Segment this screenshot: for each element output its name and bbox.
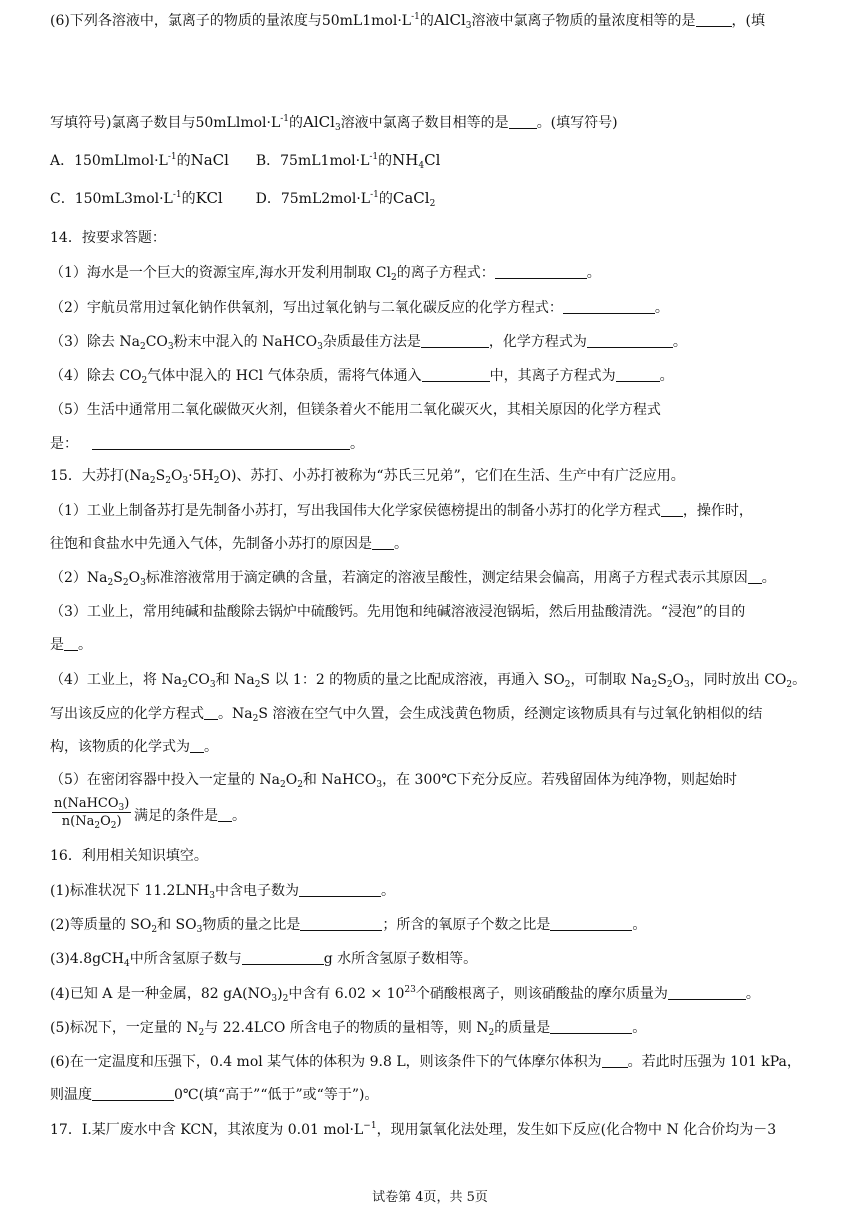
- q16-5: (5)标况下，一定量的 $N_2$与 22.4LCO 所含电子的物质的量相等，则 $N_2$的质量是 。: [50, 1020, 647, 1038]
- page-footer: 试卷第 4页，共 5页: [372, 1190, 488, 1205]
- answer-blank: [300, 916, 382, 931]
- answer-blank: [668, 985, 746, 1000]
- q15-5-line1: （5）在密闭容器中投入一定量的 $Na_2O_2$和 NaHCO$_3$，在 300℃下充分反应。若残留固体为纯净物，则起始时: [50, 772, 737, 790]
- q15-1-line2: 往饱和食盐水中先通入气体，先制备小苏打的原因是 。: [50, 536, 408, 552]
- answer-blank: [92, 1086, 174, 1101]
- q13-6-options-cd: [50, 188, 830, 209]
- option-b: B．$75mL1mol\cdot L^{-1}$的$NH_4Cl$: [255, 151, 441, 171]
- q13-6-options-ab: [50, 150, 830, 171]
- answer-blank: [204, 705, 218, 720]
- answer-blank: [421, 333, 489, 348]
- q15-4-line2: 写出该反应的化学方程式 。$Na_2S$ 溶液在空气中久置，会生成浅黄色物质，经测定该物质具有与过氧化钠相似的结: [50, 706, 763, 724]
- q16-6-line1: (6)在一定温度和压强下，0.4 mol 某气体的体积为 9.8 L，则该条件下的气体摩尔体积为 。若此时压强为 101 kPa，: [50, 1054, 801, 1070]
- q15-5-line2: 满足的条件是 。: [134, 808, 246, 824]
- answer-blank: [696, 12, 732, 27]
- answer-blank: [587, 333, 673, 348]
- q13-6-line1: (6)下列各溶液中，氯离子的物质的量浓度与$50mL1mol\cdot L^{-1}$的AlCl$_3$溶液中氯离子物质的量浓度相等的是 ，(填: [50, 11, 765, 31]
- answer-blank: [661, 502, 683, 517]
- answer-blank: [218, 807, 232, 822]
- q14-5-line2: 是： 。: [50, 436, 364, 452]
- q15-3-line2: 是 。: [50, 637, 92, 653]
- answer-blank: [372, 535, 394, 550]
- q16-3: (3)4.8gCH$_4$中所含氢原子数与 g 水所含氢原子数相等。: [50, 951, 478, 969]
- q15-4-line3: 构，该物质的化学式为 。: [50, 739, 218, 755]
- answer-blank: [422, 367, 490, 382]
- answer-blank: [550, 1019, 632, 1034]
- q14-5-line1: （5）生活中通常用二氧化碳做灭火剂，但镁条着火不能用二氧化碳灭火，其相关原因的化学方程式: [50, 402, 661, 418]
- answer-blank: [299, 882, 381, 897]
- q14-2: （2）宇航员常用过氧化钠作供氧剂，写出过氧化钠与二氧化碳反应的化学方程式： 。: [50, 300, 669, 316]
- q16-title: 16．利用相关知识填空。: [50, 848, 208, 864]
- q15-title: 15．大苏打$(Na_2S_2O_3\cdot 5H_2O)$、苏打、小苏打被称为“苏氏三兄弟”，它们在生活、生产中有广泛应用。: [50, 468, 685, 486]
- answer-blank: [602, 1053, 628, 1068]
- answer-blank: [64, 636, 78, 651]
- ratio-fraction: [52, 796, 131, 829]
- q16-6-line2: 则温度 0℃(填“高于”“低于”或“等于”)。: [50, 1087, 379, 1103]
- q16-4: (4)已知 A 是一种金属，82 $gA(NO_3)_2$中含有 $6.02 \times 10^{23}$个硝酸根离子，则该硝酸盐的摩尔质量为 。: [50, 985, 760, 1004]
- option-a: A．$150mLlmol\cdot L^{-1}$的NaCl: [50, 151, 229, 169]
- answer-blank: [190, 738, 204, 753]
- answer-blank: [92, 435, 350, 450]
- answer-blank: [563, 299, 655, 314]
- q17-line1: 17．Ⅰ.某厂废水中含 KCN，其浓度为 0.01 $mol\cdot L^{-1}$，现用氯氧化法处理，发生如下反应(化合物中 N 化合价均为－3: [50, 1121, 777, 1138]
- q15-4-line1: （4）工业上，将 $Na_2CO_3$和 $Na_2S$ 以 1：2 的物质的量之比配成溶液，再通入 $SO_2$，可制取 $Na_2S_2O_3$，同时放出 $CO_2$。: [50, 672, 807, 690]
- q15-1-line1: （1）工业上制备苏打是先制备小苏打，写出我国伟大化学家侯德榜提出的制备小苏打的化学方程式 ，操作时，: [50, 503, 753, 519]
- answer-blank: [242, 950, 324, 965]
- q16-1: (1)标准状况下 $11.2LNH_3$中含电子数为 。: [50, 883, 395, 901]
- fraction-numerator: n(NaHCO$_3$): [54, 796, 130, 813]
- option-c: C．$150mL3mol\cdot L^{-1}$的KCl: [50, 189, 223, 207]
- answer-blank: [550, 916, 632, 931]
- q15-2: $(2)Na_2S_2O_3$标准溶液常用于滴定碘的含量，若滴定的溶液呈酸性，测定结果会偏高，用离子方程式表示其原因 。: [50, 570, 776, 588]
- answer-blank: [509, 114, 537, 129]
- answer-blank: [748, 569, 762, 584]
- q14-4: （4）除去 $CO_2$气体中混入的 HCl 气体杂质，需将气体通入 中，其离子方程式为 。: [50, 368, 674, 386]
- option-d: D．$75mL2mol\cdot L^{-1}$的CaCl$_2$: [255, 189, 436, 209]
- q15-3-line1: （3）工业上，常用纯碱和盐酸除去锅炉中硫酸钙。先用饱和纯碱溶液浸泡锅垢，然后用盐酸清洗。“浸泡”的目的: [50, 604, 746, 620]
- q13-6-line2: 写填符号)氯离子数目与$50mLlmol\cdot L^{-1}$的AlCl$_3$溶液中氯离子数目相等的是 。(填写符号): [50, 113, 618, 133]
- q14-3: （3）除去 $Na_2CO_3$粉末中混入的 NaHCO$_3$杂质最佳方法是 ，化学方程式为 。: [50, 334, 687, 352]
- q14-1: （1）海水是一个巨大的资源宝库,海水开发利用制取 $Cl_2$的离子方程式： 。: [50, 265, 601, 283]
- q16-2: (2)等质量的 $SO_2$和 $SO_3$物质的量之比是 ；所含的氧原子个数之比是 。: [50, 917, 647, 935]
- q14-title: 14．按要求答题：: [50, 230, 166, 246]
- answer-blank: [495, 264, 587, 279]
- answer-blank: [616, 367, 660, 382]
- fraction-denominator: $n(Na_2O_2)$: [61, 814, 122, 831]
